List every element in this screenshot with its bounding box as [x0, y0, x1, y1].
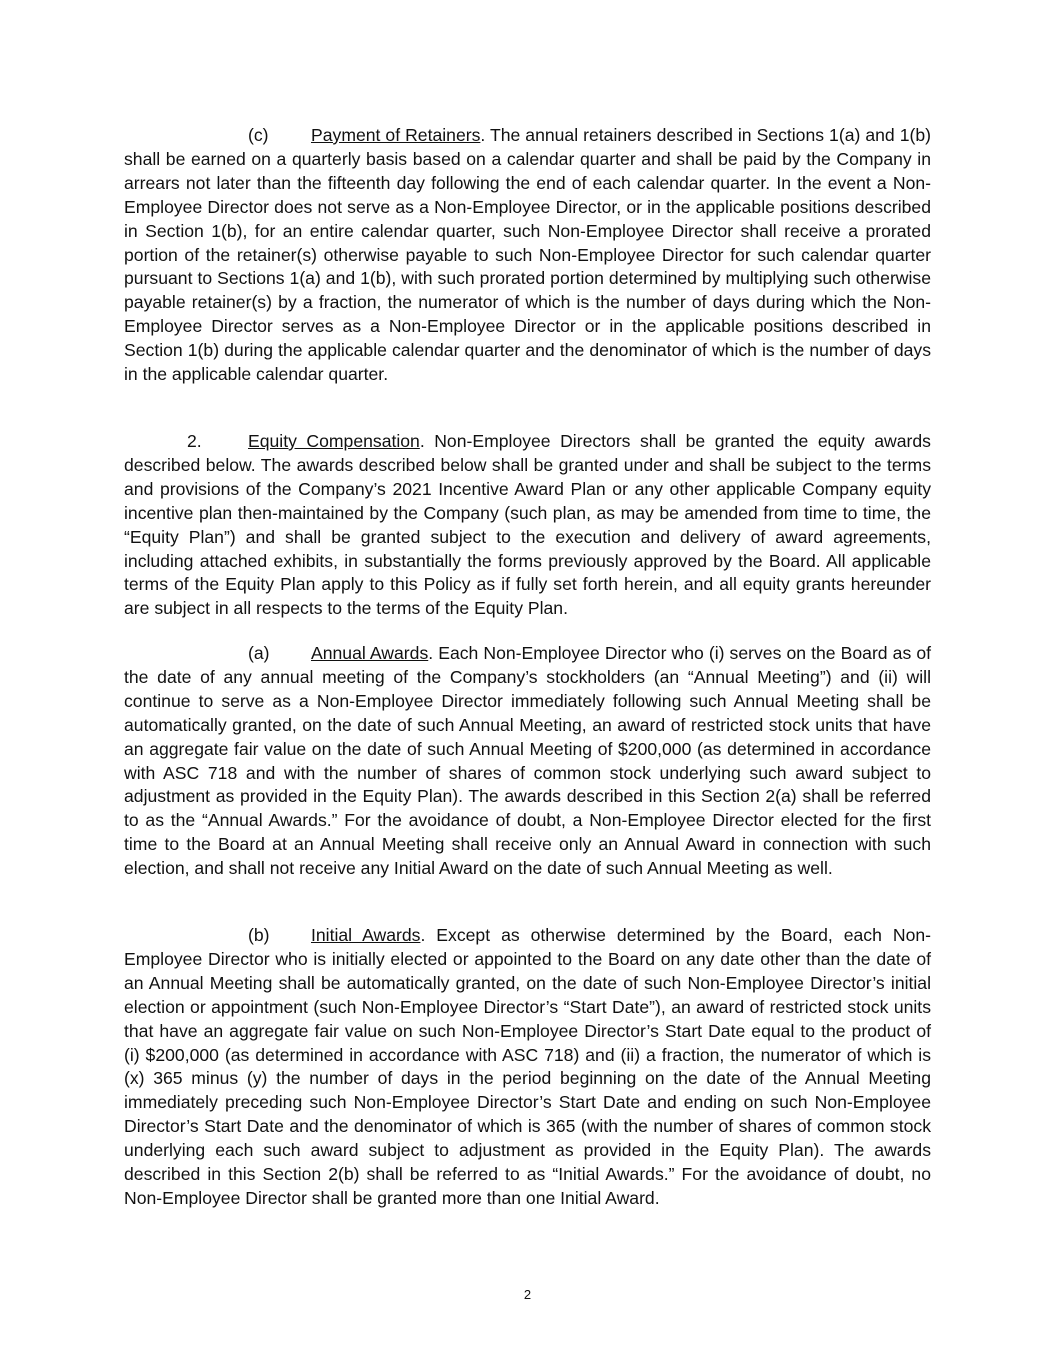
- section-heading: Payment of Retainers: [311, 125, 481, 145]
- section-body: . Non-Employee Directors shall be granted the equity awards described below. The awards described below shall be granted under and shall be subject to the terms and provisions of the Company’s 2021 Incentive Award Plan or any other applicable Company equity incentive plan then-maintained by the Company (such plan, as may be amended from time to time, the “Equity Plan”) and shall be granted subject to the execution and delivery of award agreements, including attached exhibits, in substantially the forms previously approved by the Board. All applicable terms of the Equity Plan apply to this Policy as if fully set forth herein, and all equity grants hereunder are subject in all respects to the terms of the Equity Plan.: [124, 431, 931, 619]
- section-2-equity-compensation: [124, 430, 931, 621]
- section-marker: (c): [248, 125, 269, 145]
- page-number: 2: [523, 1287, 532, 1302]
- section-heading: Initial Awards: [311, 925, 421, 945]
- section-body: . Each Non-Employee Director who (i) serves on the Board as of the date of any annual meeting of the Company’s stockholders (an “Annual Meeting”) and (ii) will continue to serve as a Non-Employee Director immediately following such Annual Meeting shall be automatically granted, on the date of such Annual Meeting, an award of restricted stock units that have an aggregate fair value on the date of such Annual Meeting of $200,000 (as determined in accordance with ASC 718 and with the number of shares of common stock underlying such award subject to adjustment as provided in the Equity Plan). The awards described in this Section 2(a) shall be referred to as the “Annual Awards.” For the avoidance of doubt, a Non-Employee Director elected for the first time to the Board at an Annual Meeting shall receive only an Annual Award in connection with such election, and shall not receive any Initial Award on the date of such Annual Meeting as well.: [124, 643, 931, 879]
- section-marker: 2.: [187, 431, 202, 451]
- section-heading: Equity Compensation: [248, 431, 420, 451]
- section-1c-payment-of-retainers: [124, 124, 931, 387]
- section-body: . The annual retainers described in Sections 1(a) and 1(b) shall be earned on a quarterly basis based on a calendar quarter and shall be paid by the Company in arrears not later than the fifteenth day following the end of each calendar quarter. In the event a Non-Employee Director does not serve as a Non-Employee Director, or in the applicable positions described in Section 1(b), for an entire calendar quarter, such Non-Employee Director shall receive a prorated portion of the retainer(s) otherwise payable to such Non-Employee Director for such calendar quarter pursuant to Sections 1(a) and 1(b), with such prorated portion determined by multiplying such otherwise payable retainer(s) by a fraction, the numerator of which is the number of days during which the Non-Employee Director serves as a Non-Employee Director or in the applicable positions described in Section 1(b) during the applicable calendar quarter and the denominator of which is the number of days in the applicable calendar quarter.: [124, 125, 931, 385]
- section-marker: (b): [248, 925, 270, 945]
- section-2a-annual-awards: [124, 642, 931, 881]
- section-marker: (a): [248, 643, 270, 663]
- section-body: . Except as otherwise determined by the Board, each Non-Employee Director who is initially elected or appointed to the Board on any date other than the date of an Annual Meeting shall be automatically granted, on the date of such Non-Employee Director’s initial election or appointment (such Non-Employee Director’s “Start Date”), an award of restricted stock units that have an aggregate fair value on such Non-Employee Director’s Start Date equal to the product of (i) $200,000 (as determined in accordance with ASC 718) and (ii) a fraction, the numerator of which is (x) 365 minus (y) the number of days in the period beginning on the date of the Annual Meeting immediately preceding such Non-Employee Director’s Start Date and ending on such Non-Employee Director’s Start Date and the denominator of which is 365 (with the number of shares of common stock underlying each such award subject to adjustment as provided in the Equity Plan). The awards described in this Section 2(b) shall be referred to as “Initial Awards.” For the avoidance of doubt, no Non-Employee Director shall be granted more than one Initial Award.: [124, 925, 931, 1208]
- section-heading: Annual Awards: [311, 643, 429, 663]
- section-2b-initial-awards: [124, 924, 931, 1211]
